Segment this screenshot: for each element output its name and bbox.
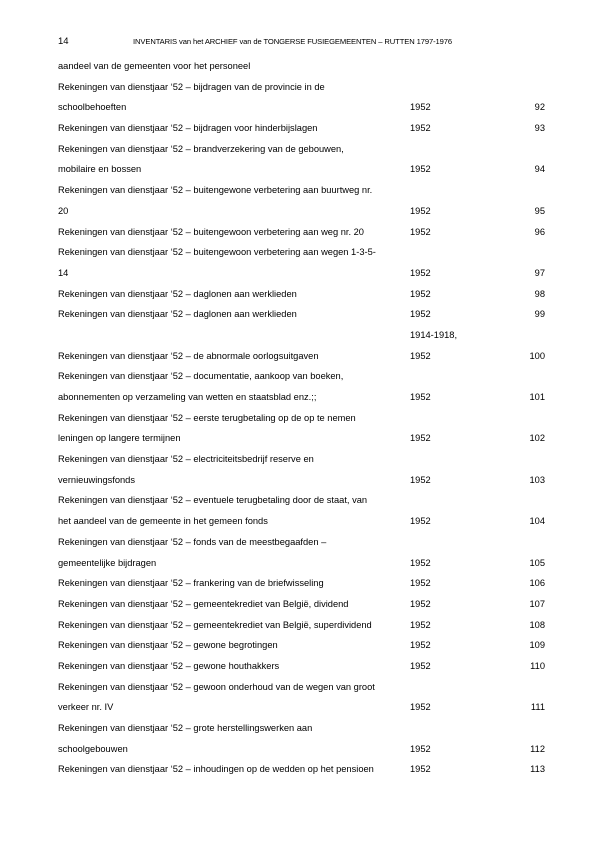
line-description: 14 — [58, 267, 69, 278]
inventory-line — [58, 304, 546, 325]
line-year: 1952 — [410, 660, 431, 671]
inventory-line — [58, 594, 546, 615]
line-year: 1952 — [410, 474, 431, 485]
line-inventory-number: 103 — [529, 474, 545, 485]
line-year: 1952 — [410, 164, 431, 175]
line-inventory-number: 105 — [529, 557, 545, 568]
line-description: 20 — [58, 205, 69, 216]
line-description: verkeer nr. IV — [58, 702, 114, 713]
line-inventory-number: 97 — [534, 267, 545, 278]
line-inventory-number: 94 — [534, 164, 545, 175]
line-description: Rekeningen van dienstjaar ‘52 – gemeentekrediet van België, dividend — [58, 598, 349, 609]
line-year: 1952 — [410, 392, 431, 402]
inventory-line — [58, 718, 546, 739]
line-inventory-number: 102 — [529, 433, 545, 444]
inventory-line — [58, 159, 546, 180]
line-inventory-number: 96 — [534, 226, 545, 237]
inventory-line — [58, 759, 546, 780]
line-description: abonnementen op verzameling van wetten en staatsblad enz.;; — [58, 392, 317, 402]
line-year: 1952 — [410, 226, 431, 237]
line-description: Rekeningen van dienstjaar ‘52 – buitengewone verbetering aan buurtweg nr. — [58, 185, 373, 196]
line-year: 1952 — [410, 743, 431, 754]
line-description: Rekeningen van dienstjaar ‘52 – daglonen aan werklieden — [58, 309, 297, 320]
line-inventory-number: 108 — [529, 619, 545, 630]
line-year: 1952 — [410, 288, 431, 299]
line-year: 1952 — [410, 267, 431, 278]
inventory-line — [58, 656, 546, 677]
line-year: 1952 — [410, 598, 431, 609]
inventory-line — [58, 511, 546, 532]
line-year: 1952 — [410, 764, 431, 775]
line-year: 1952 — [410, 433, 431, 444]
inventory-line — [58, 573, 546, 594]
inventory-line — [58, 180, 546, 201]
line-inventory-number: 109 — [529, 640, 545, 651]
line-year: 1952 — [410, 123, 431, 134]
line-inventory-number: 93 — [534, 123, 545, 134]
line-year: 1952 — [410, 102, 431, 113]
line-description: Rekeningen van dienstjaar ‘52 – documentatie, aankoop van boeken, — [58, 371, 344, 382]
inventory-line — [58, 387, 546, 408]
line-inventory-number: 110 — [530, 660, 545, 671]
line-description: vernieuwingsfonds — [58, 474, 136, 485]
line-inventory-number: 92 — [534, 102, 545, 113]
inventory-line — [58, 470, 546, 491]
line-description: schoolgebouwen — [58, 743, 128, 754]
inventory-line — [58, 739, 546, 760]
line-description: Rekeningen van dienstjaar ‘52 – buitengewoon verbetering aan wegen 1-3-5- — [58, 247, 376, 258]
inventory-line — [58, 428, 546, 449]
inventory-line — [58, 615, 546, 636]
line-description: Rekeningen van dienstjaar ‘52 – buitengewoon verbetering aan weg nr. 20 — [58, 226, 364, 237]
line-year: 1914-1918, — [410, 329, 458, 340]
line-description: het aandeel van de gemeente in het gemeen fonds — [58, 516, 268, 527]
line-description: Rekeningen van dienstjaar ‘52 – inhoudingen op de wedden op het pensioen — [58, 764, 374, 775]
line-inventory-number: 107 — [529, 598, 545, 609]
inventory-line — [58, 77, 546, 98]
line-description: leningen op langere termijnen — [58, 433, 181, 444]
page-number: 14 — [58, 36, 69, 47]
inventory-line — [58, 222, 546, 243]
page-header — [58, 36, 546, 50]
inventory-line — [58, 284, 546, 305]
line-description: Rekeningen van dienstjaar ‘52 – frankering van de briefwisseling — [58, 578, 324, 589]
inventory-line — [58, 263, 546, 284]
line-year: 1952 — [410, 640, 431, 651]
line-description: Rekeningen van dienstjaar ‘52 – gemeentekrediet van België, superdividend — [58, 619, 372, 630]
inventory-line — [58, 449, 546, 470]
inventory-line — [58, 408, 546, 429]
running-title: INVENTARIS van het ARCHIEF van de TONGERSE FUSIEGEMEENTEN – RUTTEN 1797-1976 — [133, 37, 453, 46]
inventory-line — [58, 490, 546, 511]
line-description: Rekeningen van dienstjaar ‘52 – gewoon onderhoud van de wegen van groot — [58, 681, 375, 692]
line-description: Rekeningen van dienstjaar ‘52 – bijdragen voor hinderbijslagen — [58, 123, 318, 134]
inventory-line — [58, 242, 546, 263]
line-year: 1952 — [410, 516, 431, 527]
inventory-line — [58, 553, 546, 574]
inventory-line — [58, 325, 546, 346]
line-description: Rekeningen van dienstjaar ‘52 – gewone begrotingen — [58, 640, 278, 651]
line-year: 1952 — [410, 619, 431, 630]
line-year: 1952 — [410, 702, 431, 713]
line-description: Rekeningen van dienstjaar ‘52 – eerste terugbetaling op de op te nemen — [58, 412, 356, 423]
line-year: 1952 — [410, 205, 431, 216]
inventory-line — [58, 366, 546, 387]
inventory-line — [58, 201, 546, 222]
inventory-line — [58, 118, 546, 139]
line-inventory-number: 98 — [534, 288, 545, 299]
line-description: mobilaire en bossen — [58, 164, 142, 175]
line-description: Rekeningen van dienstjaar ‘52 – electriciteitsbedrijf reserve en — [58, 454, 314, 465]
line-description: aandeel van de gemeenten voor het personeel — [58, 61, 251, 71]
line-inventory-number: 112 — [530, 743, 545, 754]
line-inventory-number: 100 — [529, 350, 545, 361]
inventory-line — [58, 677, 546, 698]
line-description: Rekeningen van dienstjaar ‘52 – bijdragen van de provincie in de — [58, 81, 325, 92]
line-inventory-number: 113 — [530, 764, 545, 775]
line-description: gemeentelijke bijdragen — [58, 557, 157, 568]
inventory-line — [58, 346, 546, 367]
inventory-line — [58, 697, 546, 718]
inventory-line — [58, 635, 546, 656]
line-inventory-number: 111 — [530, 702, 545, 713]
line-description: Rekeningen van dienstjaar ‘52 – de abnormale oorlogsuitgaven — [58, 350, 319, 361]
line-inventory-number: 99 — [534, 309, 545, 320]
line-description: Rekeningen van dienstjaar ‘52 – fonds van de meestbegaafden – — [58, 536, 327, 547]
line-description: Rekeningen van dienstjaar ‘52 – eventuele terugbetaling door de staat, van — [58, 495, 368, 506]
inventory-line — [58, 97, 546, 118]
line-description: Rekeningen van dienstjaar ‘52 – grote herstellingswerken aan — [58, 723, 313, 733]
inventory-line — [58, 139, 546, 160]
inventory-list — [58, 56, 546, 780]
inventory-line — [58, 56, 546, 77]
line-description: Rekeningen van dienstjaar ‘52 – gewone houthakkers — [58, 660, 280, 671]
line-inventory-number: 106 — [529, 578, 545, 589]
line-year: 1952 — [410, 350, 431, 361]
line-inventory-number: 95 — [534, 205, 545, 216]
line-description: Rekeningen van dienstjaar ‘52 – brandverzekering van de gebouwen, — [58, 143, 344, 154]
inventory-line — [58, 532, 546, 553]
line-description: Rekeningen van dienstjaar ‘52 – daglonen aan werklieden — [58, 288, 297, 299]
line-inventory-number: 104 — [529, 516, 545, 527]
line-year: 1952 — [410, 309, 431, 320]
line-year: 1952 — [410, 578, 431, 589]
line-description: schoolbehoeften — [58, 102, 127, 113]
line-inventory-number: 101 — [529, 392, 545, 402]
line-year: 1952 — [410, 557, 431, 568]
